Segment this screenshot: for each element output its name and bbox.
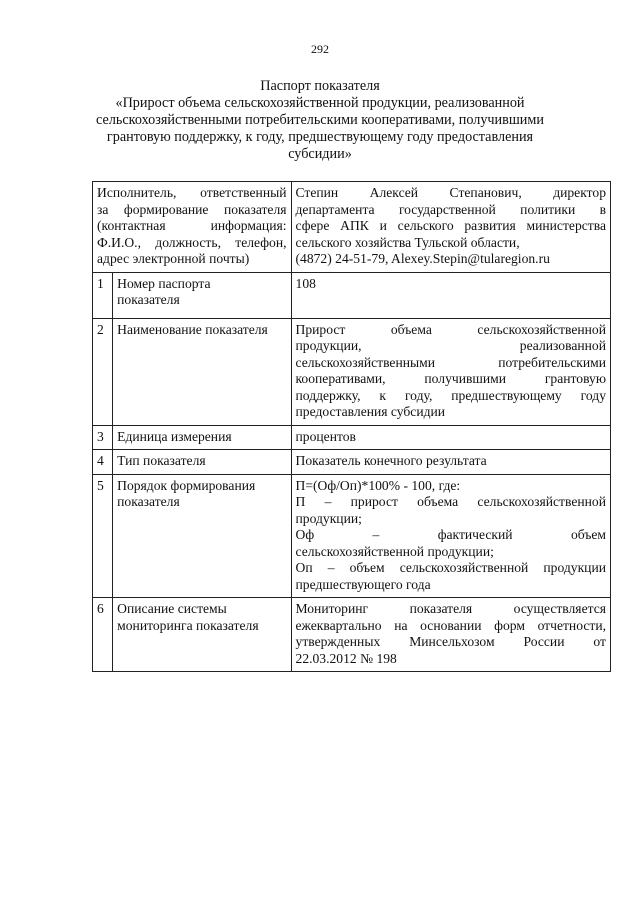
- label-line: показателя: [117, 494, 180, 509]
- document-title: [80, 78, 560, 163]
- value-line: Степин Алексей Степанович, директор: [295, 185, 606, 200]
- title-line: грантовую поддержку, к году, предшествующему году предоставления: [106, 129, 534, 145]
- value-line: Оп – объем сельскохозяйственной продукции: [295, 560, 606, 575]
- table-row-responsible: [93, 182, 611, 273]
- value-line: ежеквартально на основании форм отчетности,: [295, 617, 606, 633]
- table-row: [93, 425, 611, 450]
- label-line: Описание системы: [117, 601, 227, 616]
- row-value-cell: [291, 318, 610, 425]
- value-line: 22.03.2012 № 198: [295, 650, 397, 666]
- row-number: 3: [93, 425, 113, 450]
- row-value-cell: [291, 598, 610, 672]
- row-label-cell: [113, 425, 291, 450]
- table-row: [93, 318, 611, 425]
- value-line: сельскохозяйственной продукции;: [295, 543, 494, 559]
- row-number: 5: [93, 474, 113, 598]
- row-label-cell: [113, 450, 291, 475]
- value-line: Прирост объема сельскохозяйственной: [295, 321, 606, 337]
- row-value-cell: [291, 425, 610, 450]
- table-row: [93, 450, 611, 475]
- row-label-cell: [113, 318, 291, 425]
- value-line: Оф – фактический объем: [295, 527, 606, 542]
- passport-table: [92, 181, 611, 672]
- value-line: кооперативами, получившими грантовую: [295, 371, 606, 386]
- page-number: 292: [311, 42, 329, 56]
- value-line: 108: [295, 275, 316, 291]
- value-line: Показатель конечного результата: [295, 453, 487, 468]
- table-row: [93, 598, 611, 672]
- value-line: предоставления субсидии: [295, 404, 446, 419]
- row-value-cell: [291, 450, 610, 475]
- label-line: Наименование показателя: [117, 321, 268, 337]
- responsible-value-cell: [291, 182, 610, 273]
- table-row: [93, 474, 611, 598]
- row-number: 6: [93, 598, 113, 672]
- value-line: поддержку, к году, предшествующему году: [295, 387, 606, 403]
- label-line: за формирование показателя: [97, 201, 287, 217]
- label-line: Тип показателя: [117, 453, 206, 468]
- row-label-cell: [113, 474, 291, 598]
- value-line: департамента государственной политики в: [295, 201, 606, 217]
- value-line: сельскохозяйственными потребительскими: [295, 354, 606, 370]
- label-line: Единица измерения: [117, 428, 232, 444]
- value-line: процентов: [295, 428, 356, 444]
- row-value-cell: [291, 474, 610, 598]
- row-number: 2: [93, 318, 113, 425]
- value-line: сельского хозяйства Тульской области,: [295, 234, 520, 250]
- value-line: П – прирост объема сельскохозяйственной: [295, 494, 606, 509]
- formula-line: П=(Оф/Оп)*100% - 100, где:: [295, 477, 461, 493]
- table-row: [93, 272, 611, 318]
- label-line: показателя: [117, 292, 180, 307]
- row-number: 1: [93, 272, 113, 318]
- label-line: адрес электронной почты): [97, 251, 250, 266]
- row-value-cell: [291, 272, 610, 318]
- label-line: Порядок формирования: [117, 477, 256, 493]
- title-line: субсидии»: [288, 146, 352, 162]
- value-line: утвержденных Минсельхозом России от: [295, 634, 606, 649]
- label-line: (контактная информация:: [97, 218, 287, 233]
- title-line: Паспорт показателя: [260, 78, 380, 94]
- value-line: продукции;: [295, 510, 362, 526]
- label-line: Номер паспорта: [117, 275, 211, 291]
- label-line: Ф.И.О., должность, телефон,: [97, 234, 287, 250]
- title-line: сельскохозяйственными потребительскими кооперативами, получившими: [96, 112, 544, 128]
- label-line: Исполнитель, ответственный: [97, 185, 287, 200]
- row-number: 4: [93, 450, 113, 475]
- responsible-label-cell: [93, 182, 292, 273]
- label-line: мониторинга показателя: [117, 617, 259, 633]
- title-line: «Прирост объема сельскохозяйственной продукции, реализованной: [115, 95, 525, 111]
- row-label-cell: [113, 598, 291, 672]
- value-line: Мониторинг показателя осуществляется: [295, 601, 606, 616]
- value-line: сфере АПК и сельского развития министерства: [295, 218, 606, 233]
- value-line: (4872) 24-51-79, Alexey.Stepin@tularegion.ru: [295, 251, 550, 266]
- value-line: продукции, реализованной: [295, 338, 606, 353]
- row-label-cell: [113, 272, 291, 318]
- value-line: предшествующего года: [295, 576, 431, 592]
